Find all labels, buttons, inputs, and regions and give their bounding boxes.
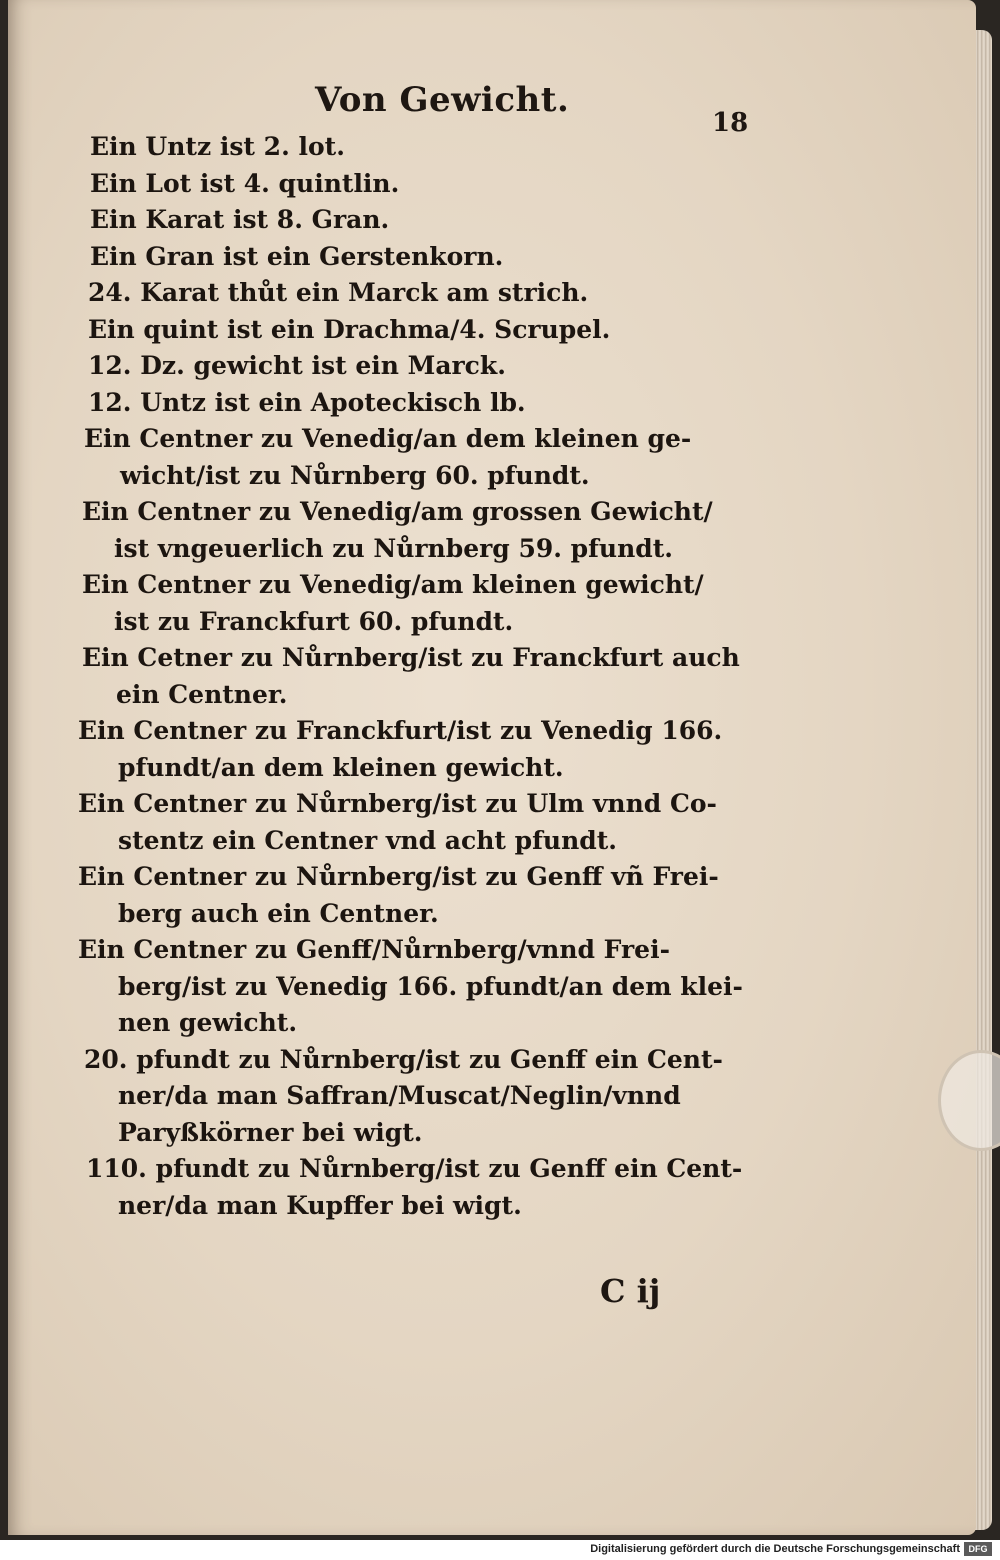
text-line: Ein Centner zu Franckfurt/ist zu Venedig 166.: [78, 716, 723, 745]
text-line: Ein Centner zu Genff/Nůrnberg/vnnd Frei-: [78, 935, 670, 964]
text-line: Ein Centner zu Venedig/am grossen Gewicht/: [82, 497, 713, 526]
text-line: berg/ist zu Venedig 166. pfundt/an dem klei-: [118, 971, 743, 1001]
dfg-logo: DFG: [964, 1542, 992, 1556]
running-head: Von Gewicht.: [315, 80, 570, 120]
text-line: berg auch ein Centner.: [118, 898, 439, 928]
signature-mark: C ij: [600, 1272, 661, 1310]
folio-number: 18: [712, 108, 749, 138]
text-line: stentz ein Centner vnd acht pfundt.: [118, 825, 617, 855]
text-line: Paryßkörner bei wigt.: [118, 1117, 423, 1147]
text-line: Ein Lot ist 4. quintlin.: [90, 168, 400, 198]
text-line: ist zu Franckfurt 60. pfundt.: [114, 606, 514, 636]
text-line: Ein Karat ist 8. Gran.: [90, 205, 390, 234]
text-line: ist vngeuerlich zu Nůrnberg 59. pfundt.: [114, 533, 673, 563]
text-line: Ein Centner zu Venedig/am kleinen gewicht/: [82, 570, 704, 599]
text-line: Ein quint ist ein Drachma/4. Scrupel.: [88, 314, 611, 344]
text-line: 20. pfundt zu Nůrnberg/ist zu Genff ein Cent-: [84, 1044, 723, 1074]
text-line: Ein Cetner zu Nůrnberg/ist zu Franckfurt auch: [82, 643, 740, 672]
text-line: 12. Untz ist ein Apoteckisch lb.: [88, 387, 526, 417]
text-line: nen gewicht.: [118, 1008, 298, 1037]
text-line: ner/da man Kupffer bei wigt.: [118, 1190, 522, 1220]
text-line: wicht/ist zu Nůrnberg 60. pfundt.: [120, 460, 590, 490]
text-line: 12. Dz. gewicht ist ein Marck.: [88, 351, 506, 380]
text-line: 24. Karat thůt ein Marck am strich.: [88, 278, 589, 307]
text-line: Ein Gran ist ein Gerstenkorn.: [90, 241, 504, 271]
text-line: Ein Centner zu Venedig/an dem kleinen ge-: [84, 424, 692, 453]
text-line: Ein Centner zu Nůrnberg/ist zu Ulm vnnd Co-: [78, 789, 717, 818]
text-line: Ein Centner zu Nůrnberg/ist zu Genff vñ Frei-: [78, 862, 719, 891]
text-line: Ein Untz ist 2. lot.: [90, 132, 345, 161]
text-line: pfundt/an dem kleinen gewicht.: [118, 752, 564, 782]
text-line: ner/da man Saffran/Muscat/Neglin/vnnd: [118, 1081, 681, 1110]
text-line: ein Centner.: [116, 679, 288, 709]
footer-credit: Digitalisierung gefördert durch die Deutsche Forschungsgemeinschaft: [590, 1543, 960, 1555]
text-line: 110. pfundt zu Nůrnberg/ist zu Genff ein Cent-: [86, 1154, 743, 1183]
